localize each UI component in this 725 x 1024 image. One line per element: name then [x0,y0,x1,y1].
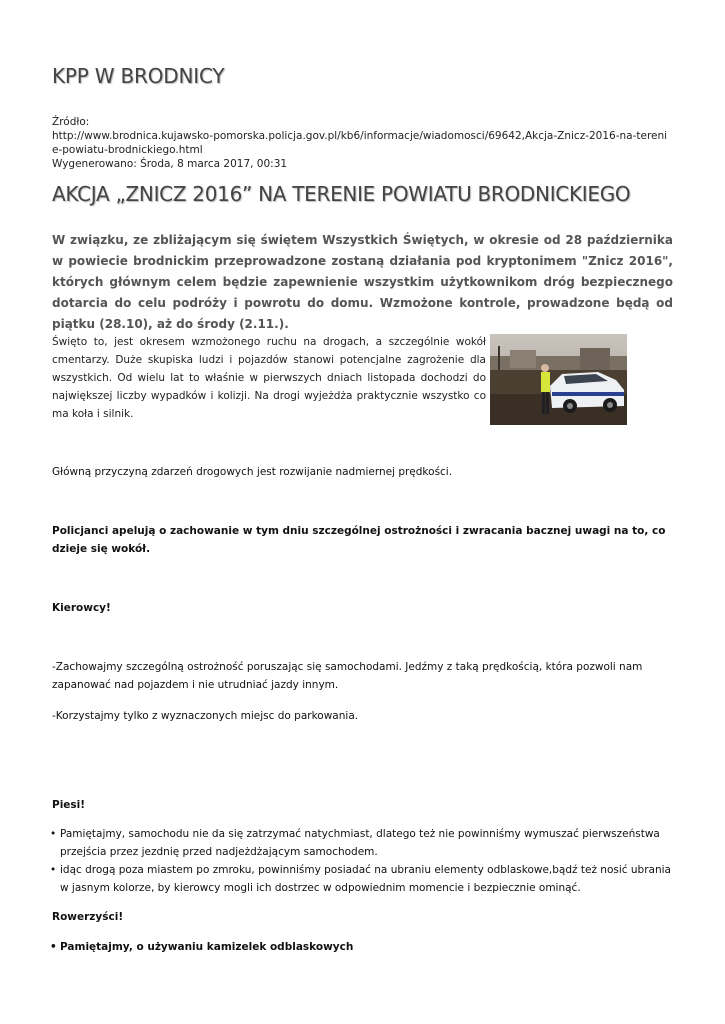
source-url[interactable]: http://www.brodnica.kujawsko-pomorska.policja.gov.pl/kb6/informacje/wiadomosci/69642,Akcja-Znicz-2016-na-terenie-powiatu-brodnickiego.html [52,130,668,156]
article-title: AKCJA „ZNICZ 2016” NA TERENIE POWIATU BRODNICKIEGO [52,182,631,206]
cyclists-list [52,938,673,956]
police-photo [490,334,627,425]
police-car-image [490,334,627,425]
drivers-advice-2: -Korzystajmy tylko z wyznaczonych miejsc do parkowania. [52,710,359,722]
list-item: • Pamiętajmy, o używaniu kamizelek odblaskowych [52,938,673,956]
cyclists-heading: Rowerzyści! [52,911,124,923]
site-title: KPP W BRODNICY [52,64,225,88]
drivers-heading: Kierowcy! [52,602,111,614]
cause-paragraph: Główną przyczyną zdarzeń drogowych jest rozwijanie nadmiernej prędkości. [52,466,453,478]
list-item: • Pamiętajmy, samochodu nie da się zatrzymać natychmiast, dlatego też nie powinniśmy wymuszać pierwszeństwa przejścia przez jezdnię przed nadjeżdżającym samochodem. [52,825,673,861]
list-item: • idąc drogą poza miastem po zmroku, powinniśmy posiadać na ubraniu elementy odblaskowe,bądź też nosić ubrania w jasnym kolorze, by kierowcy mogli ich dostrzec w odpowiednim momencie i bezpiecznie ominąć. [52,861,673,897]
drivers-advice-1: -Zachowajmy szczególną ostrożność poruszając się samochodami. Jedźmy z taką prędkością, która pozwoli nam zapanować nad pojazdem i nie utrudniać jazdy innym. [52,661,643,691]
source-label: Źródło: [52,116,90,128]
source-meta [52,115,673,171]
pedestrians-list [52,825,673,897]
article-lead: W związku, ze zbliżającym się świętem Wszystkich Świętych, w okresie od 28 października w powiecie brodnickim przeprowadzone zostaną działania pod kryptonimem "Znicz 2016", których głównym celem będzie zapewnienie wszystkim użytkownikom dróg bezpiecznego dotarcia do celu podróży i powrotu do domu. Wzmożone kontrole, prowadzone będą od piątku (28.10), aż do środy (2.11.). [52,233,673,331]
article-intro: Święto to, jest okresem wzmożonego ruchu na drogach, a szczególnie wokół cmentarzy. Duże skupiska ludzi i pojazdów stanowi potencjalne zagrożenie dla wszystkich. Od wielu lat to właśnie w pierwszych dniach listopada dochodzi do największej liczby wypadków i kolizji. Na drogi wyjeżdża praktycznie wszystko co ma koła i silnik. [52,336,486,420]
generated-date: Wygenerowano: Środa, 8 marca 2017, 00:31 [52,158,288,170]
appeal-paragraph: Policjanci apelują o zachowanie w tym dniu szczególnej ostrożności i zwracania bacznej uwagi na to, co dzieje się wokół. [52,525,666,555]
pedestrians-heading: Piesi! [52,799,86,811]
